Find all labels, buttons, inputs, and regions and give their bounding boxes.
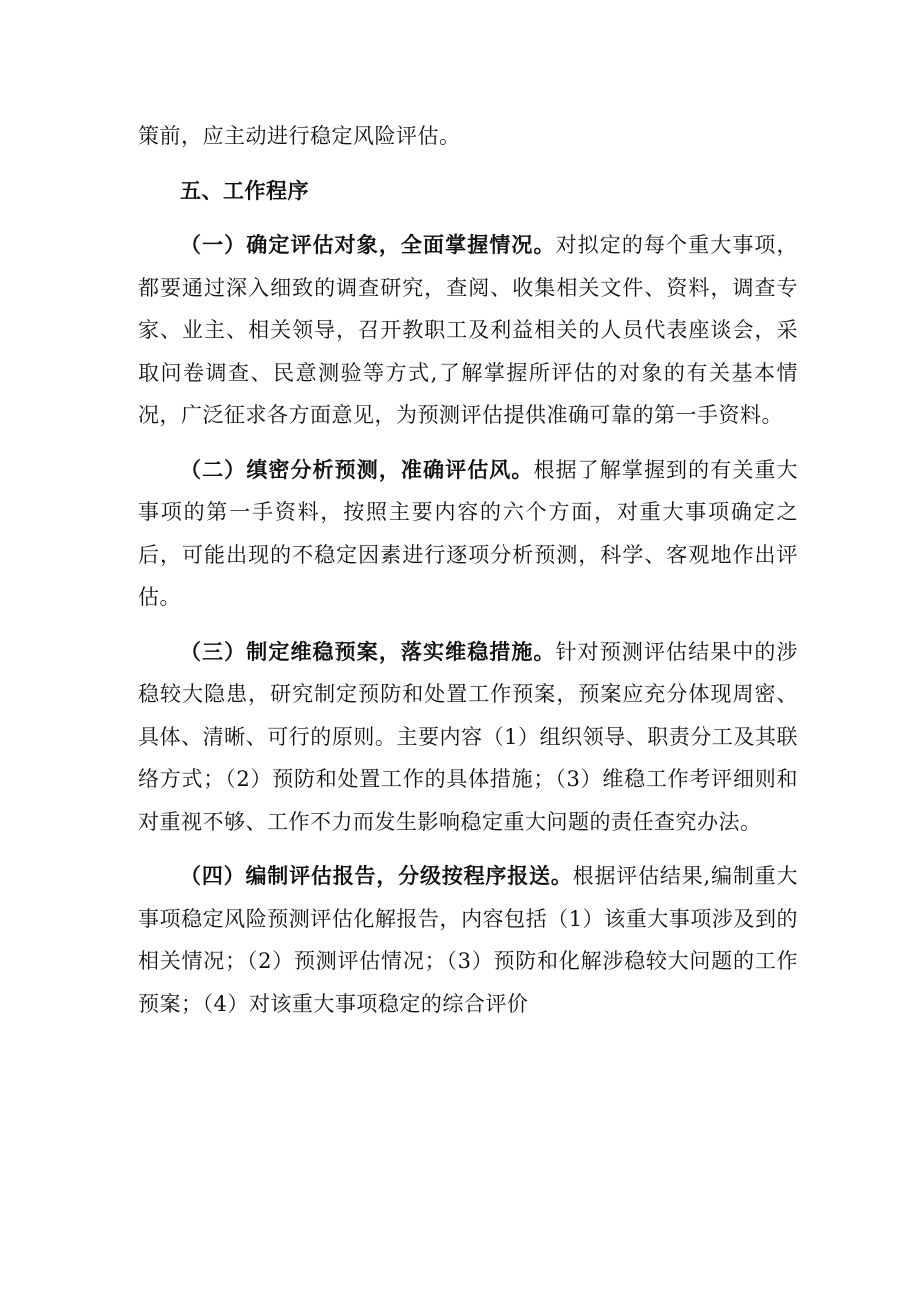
paragraph-text: 根据评估结果,编制重大事项稳定风险预测评估化解报告，内容包括（1）该重大事项涉及到的相关情况；（2）预测评估情况；（3）预防和化解涉稳较大问题的工作预案；（4）对该重大事项稳定的综合评价	[138, 864, 798, 1016]
paragraph-3	[138, 631, 798, 844]
paragraph-continuation	[138, 115, 798, 158]
paragraph-text: 对拟定的每个重大事项，都要通过深入细致的调查研究，查阅、收集相关文件、资料，调查专家、业主、相关领导，召开教职工及利益相关的人员代表座谈会，采取问卷调查、民意测验等方式,了解掌握所评估的对象的有关基本情况，广泛征求各方面意见，为预测评估提供准确可靠的第一手资料。	[138, 233, 799, 427]
paragraph-lead: （三）制定维稳预案，落实维稳措施。	[180, 638, 556, 664]
paragraph-text: 策前，应主动进行稳定风险评估。	[138, 124, 461, 148]
paragraph-4	[138, 855, 798, 1025]
paragraph-lead: （四）编制评估报告，分级按程序报送。	[180, 863, 573, 888]
section-heading	[138, 170, 798, 213]
paragraph-1	[138, 224, 798, 437]
paragraph-text: 根据了解掌握到的有关重大事项的第一手资料，按照主要内容的六个方面，对重大事项确定之后，可能出现的不稳定因素进行逐项分析预测，科学、客观地作出评估。	[138, 457, 799, 609]
document-body	[138, 115, 798, 1037]
paragraph-2	[138, 449, 798, 619]
paragraph-lead: （二）缜密分析预测，准确评估风。	[180, 456, 534, 482]
paragraph-lead: （一）确定评估对象，全面掌握情况。	[180, 232, 556, 257]
paragraph-text: 针对预测评估结果中的涉稳较大隐患，研究制定预防和处置工作预案，预案应充分体现周密、具体、清晰、可行的原则。主要内容（1）组织领导、职责分工及其联络方式；（2）预防和处置工作的具体措施；（3）维稳工作考评细则和对重视不够、工作不力而发生影响稳定重大问题的责任查究办法。	[138, 639, 799, 834]
section-heading-text: 五、工作程序	[180, 177, 309, 203]
